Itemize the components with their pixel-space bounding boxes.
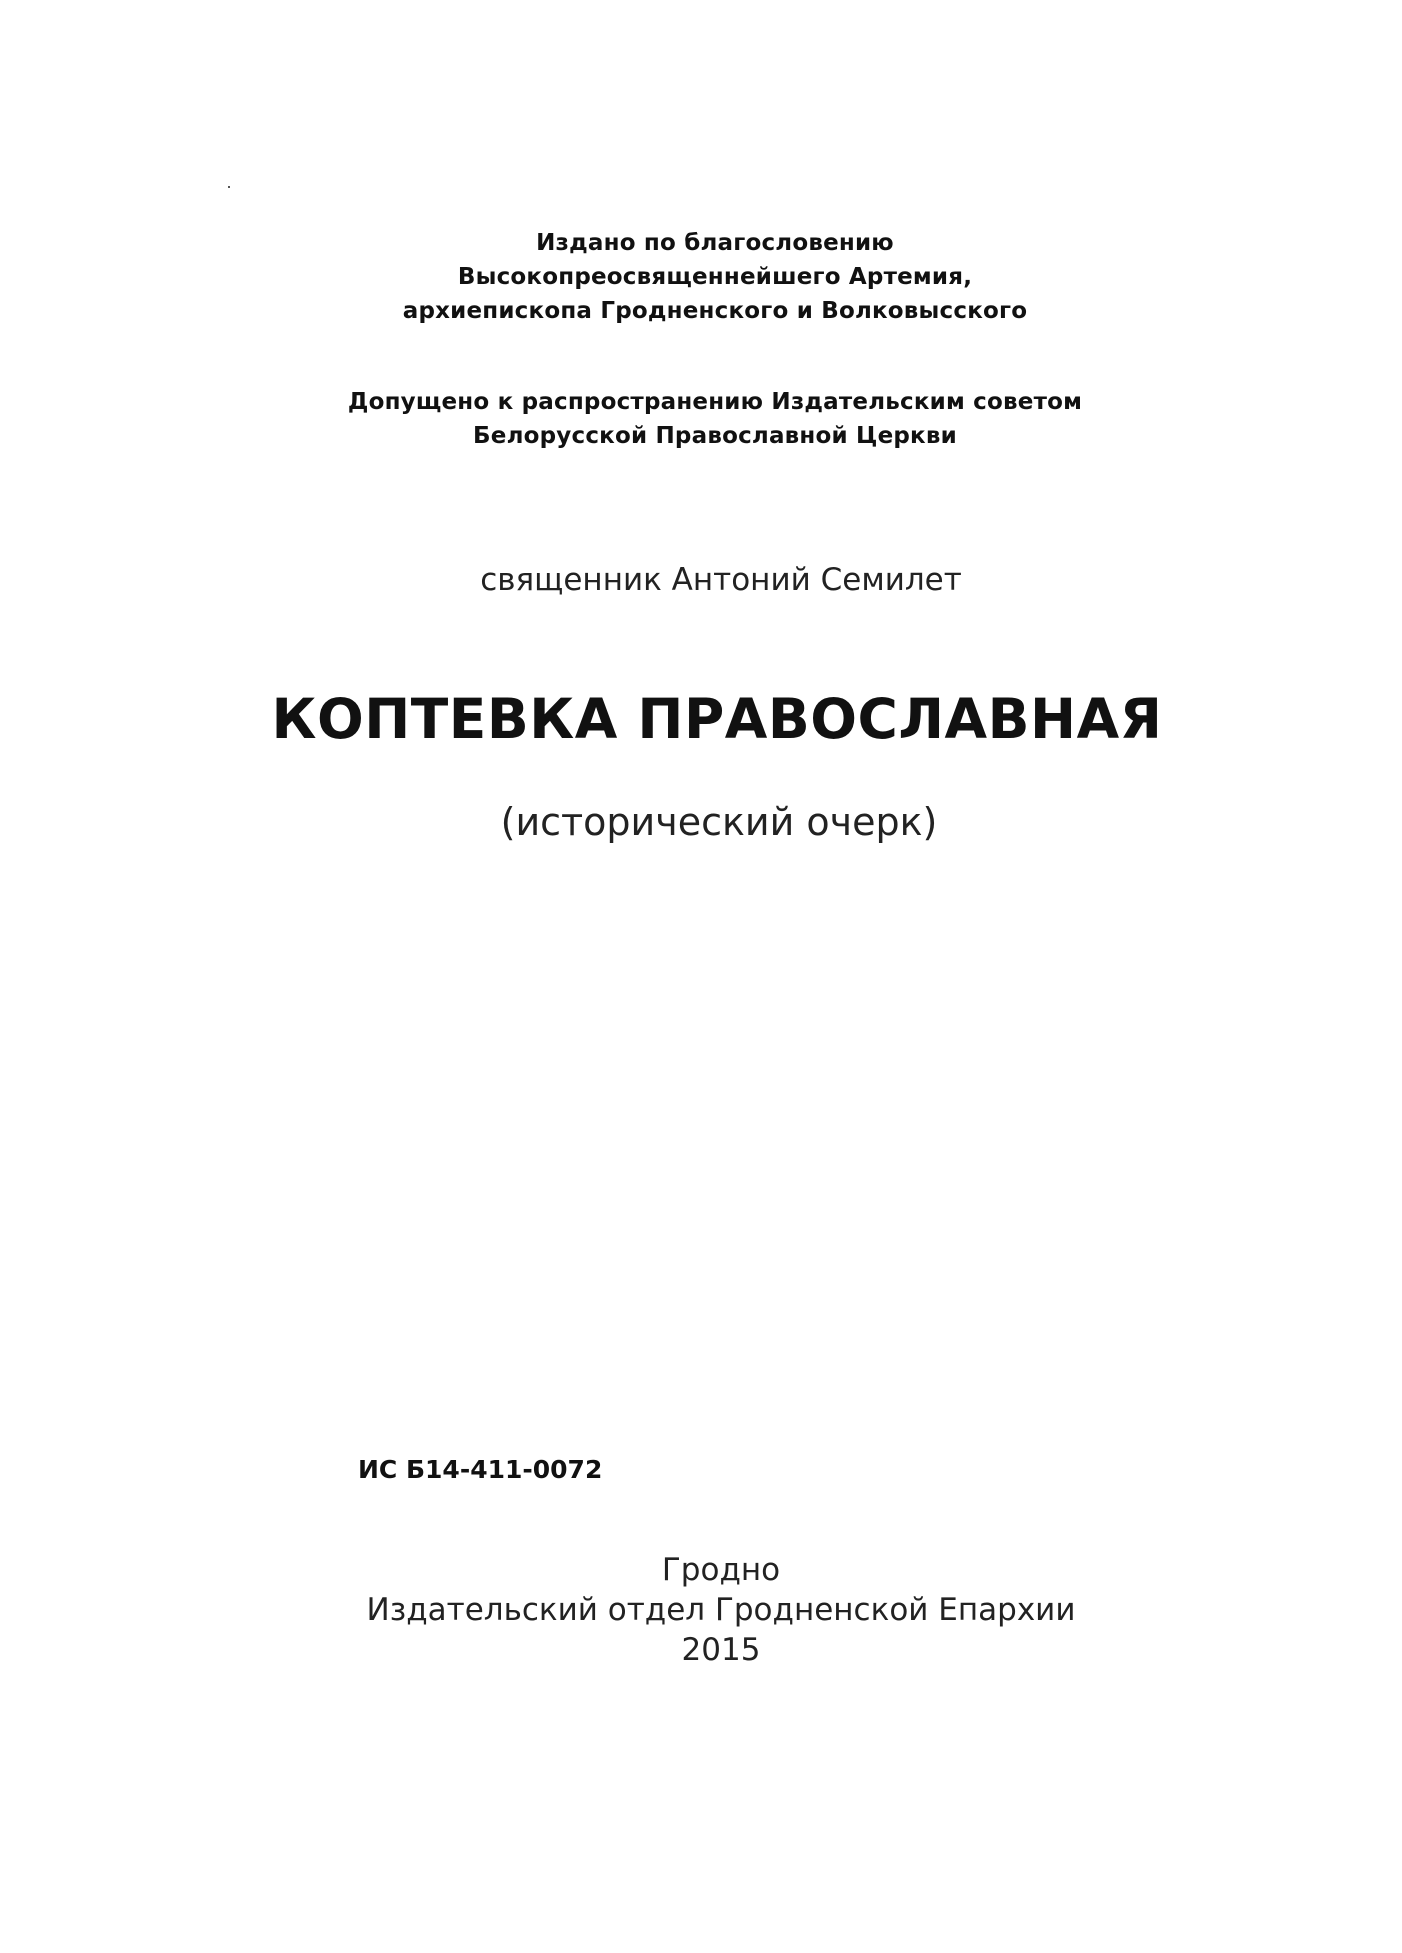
author-name: священник Антоний Семилет xyxy=(480,562,962,598)
imprint-publisher: Издательский отдел Гродненской Епархии xyxy=(366,1592,1076,1628)
blessing-notice xyxy=(95,226,1335,328)
permission-line: Допущено к распространению Издательским советом xyxy=(347,389,1083,415)
permission-line: Белорусской Православной Церкви xyxy=(473,423,957,449)
imprint-year: 2015 xyxy=(681,1632,761,1668)
blessing-line: архиепископа Гродненского и Волковысского xyxy=(402,298,1028,324)
distribution-permission xyxy=(85,385,1345,453)
book-subtitle: (исторический очерк) xyxy=(500,800,938,844)
publication-code: ИС Б14-411-0072 xyxy=(358,1455,603,1484)
imprint xyxy=(20,1550,1402,1670)
book-title: КОПТЕВКА ПРАВОСЛАВНАЯ xyxy=(271,687,1163,751)
blessing-line: Высокопреосвященнейшего Артемия, xyxy=(457,264,973,290)
stray-mark xyxy=(228,186,230,188)
blessing-line: Издано по благословению xyxy=(536,230,894,256)
imprint-city: Гродно xyxy=(661,1552,781,1588)
